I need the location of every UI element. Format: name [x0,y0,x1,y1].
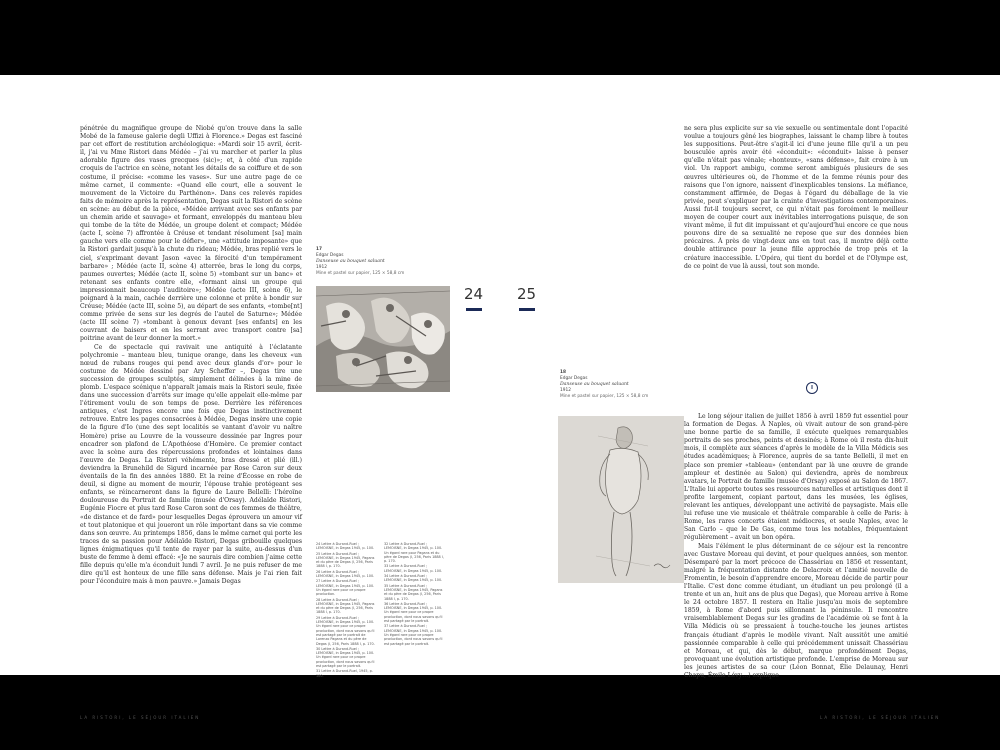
left-page-text [80,125,302,586]
footnote: 35 Lettre à Durand-Ruel ; LEMOISNE, in Degas 1945, Pagans et du père de Degas (I, 256, Paris 1888 I, p. 170. [384,583,443,601]
figure-1-artist: Edgar Degas [316,253,344,258]
footnote: 27 Lettre à Durand-Ruel ; LEMOISNE, in Degas 1945, p. 100. Un égard rare pour ce propre production. [316,579,375,597]
left-paragraph-1: pénétrée du magnifique groupe de Niobé qu'on trouve dans la salle Mobé de la fameuse galerie degli Uffizi à Florence.» Degas est fasciné par cet effort de restitution archéologique: «Mardi soir 15 avril, écrit-il, j'ai vu Mme Ristori dans Médée – j'ai vu marcher et parler la plus adorable figure des vases grecques (sic)»; et, à côté d'un rapide croquis de l'actrice en scène, notant les détails de sa coiffure et de son costume, il précise: «comme les vases». Sur une autre page de ce même carnet, il commente: «Quand elle court, elle a souvent le mouvement de la Victoire du Parthénon». Dans ces relevés rapides faits de mémoire après la représentation, Degas suit la Ristori de scène en scène: au début de la pièce, «Médée arrivant avec ses enfants par un chemin aride et sauvage» et formant, enveloppés du manteau bleu qui tombe de la tête de Médée, un groupe dolent et compact; Médée (acte I, scène 7) affrontée à Créuse et tendant résolument [sa] main gauche vers elle comme pour le défier», une «attitude imposante» que la Ristori gardait jusqu'à la chute du rideau; Médée, bras replié vers le ciel, s'exprimant devant Jason «avec la férocité d'un tempérament barbare» ; Médée (acte II, scène 4) atterrée, bras le long du corps, paumes ouvertes; Médée (acte II, scène 5) «tombant sur un banc» et retenant ses enfants contre elle, «formant ainsi un groupe qui impressionnait beaucoup l'auditoire»; Médée (acte III, scène 6), le poignard à la main, cachée derrière une colonne et prête à bondir sur Créuse; Médée (acte III, scène 5), au départ de ses enfants, «tombe[nt] comme privée de sens sur les degrés de l'autel de Saturne»; Médée (acte III scène 7) «tombant à genoux devant [ses enfants] en les couvrant de baisers et en les serrant avec transport contre [sa] poitrine avant de leur donner la mort.» [80,125,302,343]
figure-2-artist: Edgar Degas [560,376,588,381]
left-paragraph-2: Ce de spectacle qui ravivait une antiquité à l'éclatante polychromie – manteau bleu, tunique orange, dans les cheveux «un nœud de rubans rouges qui pend avec deux glands d'or» pour le costume de Médée dessiné par Ary Scheffer –, Degas tire une succession de groupes sculptés, simplement délinées à la mine de plomb. L'espace scénique n'apparaît jamais mais la Ristori seule, fixée dans une succession d'arrêts sur image qu'elle appelait elle-même par l'étirement voulu de son temps de pose. Derrière les références antiques, c'est Ingres encore une fois que Degas instinctivement retrouve. Entre les pages consacrées à Médée, Degas insère une copie de la figure d'Io (une des sept localités se vantant d'avoir vu naître Homère) prise au Louvre de la vousseure dessinée par Ingres pour encadrer son plafond de L'Apothéose d'Homère. Ce premier contact avec la scène aura des répercussions profondes et lointaines dans l'œuvre de Degas. La Ristori véhémente, bras dressé et plié (ill.) deviendra la Brunehild de Sigurd incarnée par Rose Caron sur deux éventails de la fin des années 1880. Et la reine d'Écosse en robe de deuil, si digne au moment de mourir, l'épouse trahie protégeant ses enfants, se réincarneront dans la figure de Laure Bellelli: l'héroïne douloureuse du Portrait de famille (musée d'Orsay). Adélaïde Ristori, Eugénie Fiocre et plus tard Rose Caron sont de ces femmes de théâtre, «de distance et de fard» pour lesquelles Degas éprouvera un amour vif et tout platonique et qui joueront un rôle important dans sa vie comme dans son œuvre. Au printemps 1856, dans le même carnet qui porte les traces de sa passion pour Adélaïde Ristori, Degas gribouille quelques lignes énigmatiques qu'il tente de rayer par la suite, au-dessus d'un buste de femme à demi effacé: «Je ne saurais dire combien j'aime cette fille depuis qu'elle m'a éconduit lundi 7 avril. Je ne puis refuser de me dire qu'il est honteux de une fille sans défense. Mais je l'ai rien fait pour l'éconduire mais à mon pauvre.» Jamais Degas [80,343,302,586]
right-paragraph-2: Le long séjour italien de juillet 1856 à avril 1859 fut essentiel pour la formation de Degas. À Naples, où vivait autour de son grand-père une bonne partie de sa famille, il exécute quelques remarquables portraits de ses proches, peints et dessinés; à Rome où il resta dix-huit mois, il complète aux séances d'après le modèle de la Villa Médicis ses études académiques; à Florence, auprès de sa tante Bellelli, il met en place son premier «tableau» (entendant par là une œuvre de grande ampleur et destinée au Salon) qui deviendra, après de nombreux avatars, le Portrait de famille (musée d'Orsay) exposé au Salon de 1867. L'Italie lui apporte toutes ses ressources naturelles et artistiques dont il profite largement, copiant partout, dans les musées, les églises, relevant les antiques, développant une activité de paysagiste. Mais elle lui refuse une vie musicale et théâtrale comparable à celle de Paris: à Rome, les rares concerts étaient médiocres, et seule Naples, avec le San Carlo – que le De Gas, comme tous les notables, fréquentaient régulièrement – avait un bon opéra. [684,413,908,542]
figure-2-medium: Mine et pastel sur papier, 125 × 58,8 cm [560,394,649,399]
page-number-left: 24 [464,285,484,303]
figure-2-caption [560,370,680,400]
right-page-bottom-text [684,413,908,680]
book-spread [0,75,1000,720]
page-number-left-bar [466,308,482,311]
footer-right: LA RISTORI, LE SÉJOUR ITALIEN [820,715,941,720]
footnotes-column-1 [316,542,378,679]
figure-2-title: Danseuse au bouquet saluant [560,382,629,387]
figure-1-medium: Mine et pastel sur papier, 125 × 58,8 cm [316,271,405,276]
right-page-top-text [684,125,908,271]
right-paragraph-1: ne sera plus explicite sur sa vie sexuelle ou sentimentale dont l'opacité voulue a toujours gêné les biographes, laissant le champ libre à toutes les suppositions. Peut-être s'agit-il ici d'une jeune fille qu'il a un peu bousculée après avoir été «éconduit»: «éconduit» laisse à penser qu'elle n'était pas vénale; «honteux», «sans défense», fait croire à un viol. Un rapport ambigu, comme seront ambigués plusieurs de ses œuvres ultérieures où, de l'homme et de la femme réunis pour des raisons que l'on ignore, naissent d'inexplicables tensions. La méfiance, constamment affirmée, de Degas à l'égard du déballage de la vie privée, peut s'expliquer par la crainte d'investigations contemporaines. Aussi fut-il toujours secret, ce qui n'était pas forcément le meilleur moyen de couper court aux inévitables interrogations puisque, de son vivant même, il fut dit impuissant et qu'aujourd'hui encore ce que nous pouvons dire de sa sexualité ne repose que sur des données bien précaires. À près de vingt-deux ans en tout cas, il montre déjà cette double attirance pour la jeune fille approchée de trop près et la créature inaccessible. L'Opéra, qui tient du bordel et de l'Olympe est, de ce point de vue là aussi, tout son monde. [684,125,908,270]
figure-2-number: 18 [560,370,566,375]
figure-2-year: 1912 [560,388,571,393]
footnote: 28 Lettre à Durand-Ruel ; LEMOISNE, in Degas 1945, Pagans et du père de Degas (I, 256, Paris 1888 I, p. 170. [316,597,375,615]
page-number-right: 25 [517,285,537,303]
right-paragraph-3: Mais l'élément le plus déterminant de ce séjour est la rencontre avec Gustave Moreau qui devint, et pour quelques années, son mentor. Désemparé par la mort précoce de Chassériau en 1856 et ressentant, malgré la fréquentation distante de Delacroix et l'amitié nouvelle de Fromentin, le besoin d'apprendre encore, Moreau décide de partir pour l'Italie. C'est donc comme étudiant, un étudiant un peu prolongé (il a trente et un an, huit ans de plus que Degas), que Moreau arrive à Rome le 24 octobre 1857. Il restera en Italie jusqu'au mois de septembre 1859, à Rome d'abord puis sillonnant la péninsule. Il rencontre vraisemblablement Degas sur les gradins de l'académie où se font à la Villa Médicis où se pressaient à touche-touche les jeunes artistes français étudiant d'après le modèle vivant. Naît aussitôt une amitié passionnée comparable à celle qui précédemment unissait Chassériau et Moreau, et qui, dès le début, marque profondément Degas, provoquant une évolution artistique profonde. L'emprise de Moreau sur les jeunes artistes de sa cour (Léon Bonnat, Élie Delaunay, Henri Chapu, Émile Lévy…) explique [684,542,908,679]
footnote: 36 Lettre à Durand-Ruel ; LEMOISNE, in Degas 1945, p. 100. Un égard rare pour ce propre production, dont nous savons qu'il est partagé par le portrait. [384,601,443,624]
figure-1-drawing [316,286,450,392]
footnote: 37 Lettre à Durand-Ruel ; LEMOISNE, in Degas 1945, p. 100. Un égard rare pour ce propre production, dont nous savons qu'il est partagé par le portrait. [384,624,443,646]
figure-2-image [558,416,684,583]
section-number-marker: II [806,382,818,394]
footnote: 34 Lettre à Durand-Ruel ; LEMOISNE, in Degas 1945, p. 100. [384,574,443,583]
figure-2-drawing [558,416,684,583]
footnote: 26 Lettre à Durand-Ruel ; LEMOISNE, in Degas 1945, p. 100. [316,569,375,579]
footnotes-column-2 [384,542,446,679]
footnote: 24 Lettre à Durand-Ruel ; LEMOISNE, in Degas 1945, p. 100. [316,542,375,551]
figure-1-number: 17 [316,247,322,252]
footnote: 29 Lettre à Durand-Ruel ; LEMOISNE, in Degas 1945, p. 100. Un égard rare pour ce propre production, dont nous savons qu'il est partagé par le portrait de Lorenzo Pagans et du père de Degas (I, 256, Paris 1888 I, p. 170. [316,615,375,646]
footnote: 32 Lettre à Durand-Ruel ; LEMOISNE, in Degas 1945, p. 100. Un égard rare pour Pagans et du père de Degas (I, 256, Paris 1888 I, p. 170. [384,542,444,564]
figure-1-title: Danseuse au bouquet saluant [316,259,385,264]
footnotes [316,542,446,679]
page-number-right-bar [519,308,535,311]
footnote: 31 Lettre à Durand-Ruel, 1945, p. 100. [316,669,373,678]
footnote: 30 Lettre à Durand-Ruel ; LEMOISNE, in Degas 1945, p. 100. Un égard rare pour ce propre production, dont nous savons qu'il est partagé par le portrait. [316,646,375,669]
figure-1-caption [316,247,450,277]
figure-1-year: 1912 [316,265,327,270]
figure-1-image [316,286,450,392]
footer-left: LA RISTORI, LE SÉJOUR ITALIEN [80,715,201,720]
footnote: 25 Lettre à Durand-Ruel ; LEMOISNE, in Degas 1945, Pagans et du père de Degas (I, 256, Paris 1888 I, p. 170. [316,551,375,569]
footnote: 33 Lettre à Durand-Ruel ; LEMOISNE, in Degas 1945, p. 100. [384,564,443,573]
